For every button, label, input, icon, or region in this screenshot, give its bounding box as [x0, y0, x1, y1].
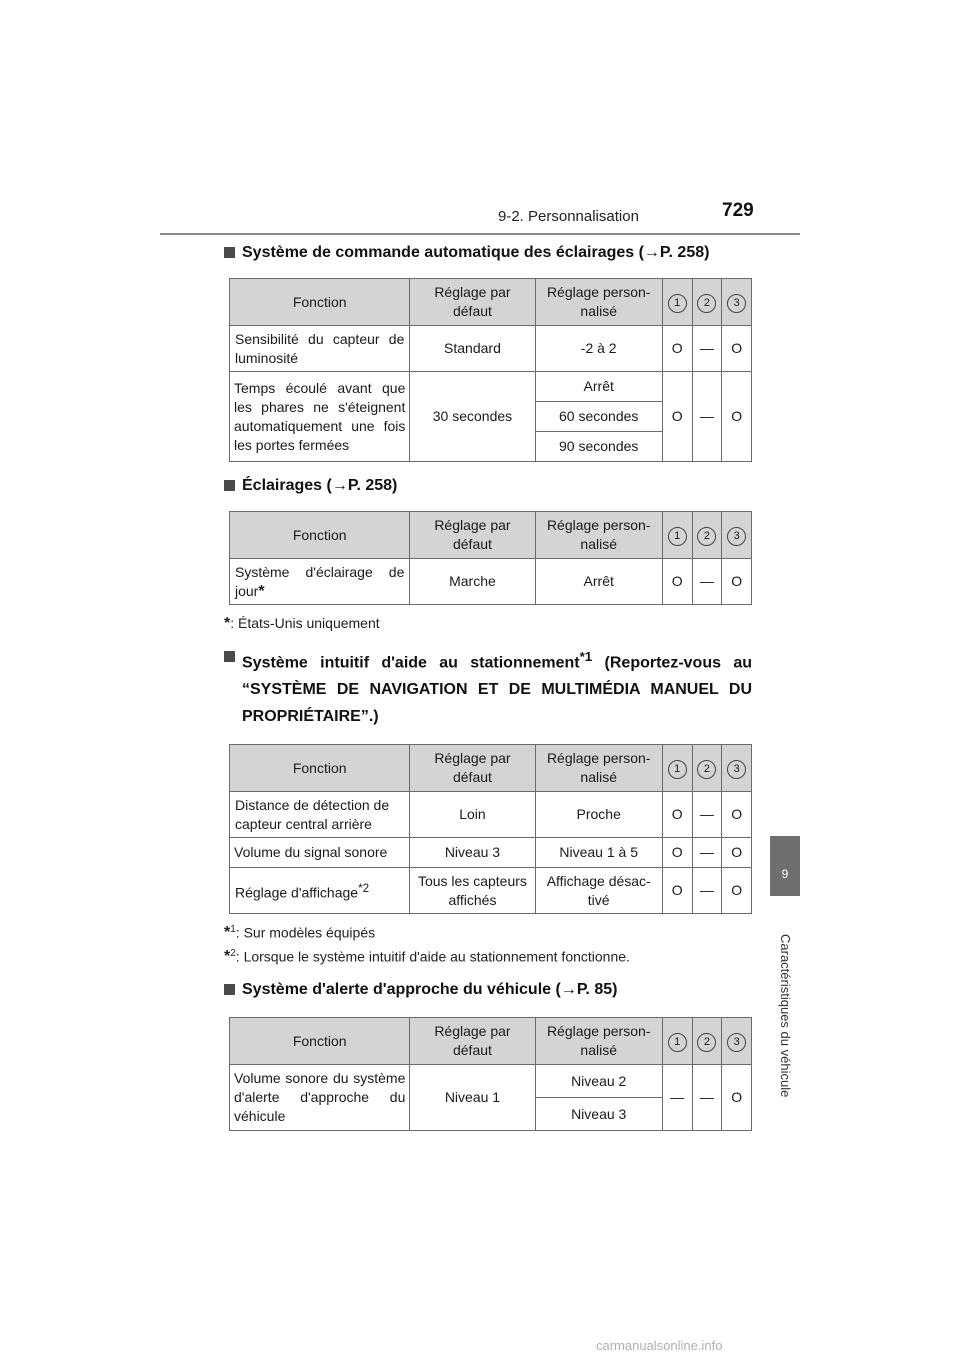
section-title: 9-2. Personnalisation — [498, 208, 639, 225]
table-eclairages — [229, 511, 752, 605]
square-bullet-icon — [224, 480, 235, 491]
chapter-label — [773, 934, 797, 1124]
number-2-icon: 2 — [697, 527, 716, 546]
number-3-icon: 3 — [727, 294, 746, 313]
square-bullet-icon — [224, 984, 235, 995]
section-heading-vehicle-alert: Système d'alerte d'approche du véhicule (→P. 85) — [222, 976, 752, 1003]
footnote: *$^2$: Lorsque le système intuitif d'aide au stationnement fonctionne. — [224, 948, 630, 966]
section-heading-parking-assist: Système intuitif d'aide au stationnement$^{*1}$ (Reportez-vous au “SYSTÈME DE NAVIGATION ET DE MULTIMÉDIA MANUEL DU PROPRIÉTAIRE”.) — [222, 643, 752, 730]
footnote: *: États-Unis uniquement — [224, 615, 380, 632]
page-header — [0, 0, 960, 240]
table-row: Distance de détection de capteur central arrière Loin Proche O — O — [230, 792, 752, 838]
number-2-icon: 2 — [697, 760, 716, 779]
col-defaut: Réglage par défaut — [410, 279, 535, 326]
col-personnalise: Réglage person- nalisé — [535, 279, 662, 326]
number-2-icon: 2 — [697, 294, 716, 313]
table-header-row: Fonction Réglage par défaut Réglage person- nalisé 1 2 3 — [230, 1018, 752, 1065]
watermark: carmanualsonline.info — [596, 1338, 723, 1353]
chapter-label-text: Caractéristiques du véhicule — [778, 934, 793, 1098]
table-row: Volume sonore du système d'alerte d'approche du véhicule Niveau 1 Niveau 2 — — O — [230, 1065, 752, 1098]
number-1-icon: 1 — [668, 760, 687, 779]
table-row: Temps écoulé avant que les phares ne s'éteignent automatiquement une fois les portes fermées 30 secondes Arrêt O — O — [230, 372, 752, 402]
table-row: Sensibilité du capteur de luminosité Standard -2 à 2 O — O — [230, 326, 752, 372]
table-parking-assist — [229, 744, 752, 914]
table-row: Système d'éclairage de jour* Marche Arrêt O — O — [230, 559, 752, 605]
header-divider — [160, 233, 800, 235]
footnote-marker: * — [258, 582, 265, 600]
footnote-marker: *2 — [358, 882, 370, 895]
table-header-row — [230, 279, 752, 326]
page-number: 729 — [722, 200, 754, 221]
table-header-row: Fonction Réglage par défaut Réglage person- nalisé 1 2 3 — [230, 512, 752, 559]
number-2-icon: 2 — [697, 1033, 716, 1052]
table-header-row: Fonction Réglage par défaut Réglage person- nalisé 1 2 3 — [230, 745, 752, 792]
number-3-icon: 3 — [727, 527, 746, 546]
number-1-icon: 1 — [668, 527, 687, 546]
section-heading-eclairages: Éclairages (→P. 258) — [222, 472, 752, 499]
table-vehicle-alert: Fonction Réglage par défaut Réglage person- nalisé 1 2 3 Volume sonore du système d'alerte d'approche du véhicule Niveau 1 Niveau 2 — — O Niveau 3 — [229, 1017, 752, 1131]
number-1-icon: 1 — [668, 294, 687, 313]
square-bullet-icon — [224, 247, 235, 258]
col-fonction: Fonction — [230, 279, 410, 326]
section-heading-lights-auto: Système de commande automatique des éclairages (→P. 258) — [222, 239, 752, 266]
chapter-tab[interactable]: 9 — [770, 836, 800, 896]
number-1-icon: 1 — [668, 1033, 687, 1052]
square-bullet-icon — [224, 651, 235, 662]
table-lights-auto: Fonction Réglage par défaut Réglage person- nalisé 1 2 3 Sensibilité du capteur de luminosité Standard -2 à 2 O — O Temps écoulé avant que les phares ne s'éteignent automatiquement une fois les portes fermées 30 secondes Arrêt O — O 60 secondes 90 secondes — [229, 278, 752, 462]
number-3-icon: 3 — [727, 1033, 746, 1052]
table-row: Volume du signal sonore Niveau 3 Niveau 1 à 5 O — O — [230, 838, 752, 868]
footnote: *$^1$: Sur modèles équipés — [224, 924, 376, 942]
number-3-icon: 3 — [727, 760, 746, 779]
footnote-marker: *1 — [579, 649, 593, 664]
page-content — [222, 236, 752, 1131]
table-row: Réglage d'affichage$^{*2}$ Tous les capteurs affichés Affichage désac- tivé O — O — [230, 868, 752, 914]
